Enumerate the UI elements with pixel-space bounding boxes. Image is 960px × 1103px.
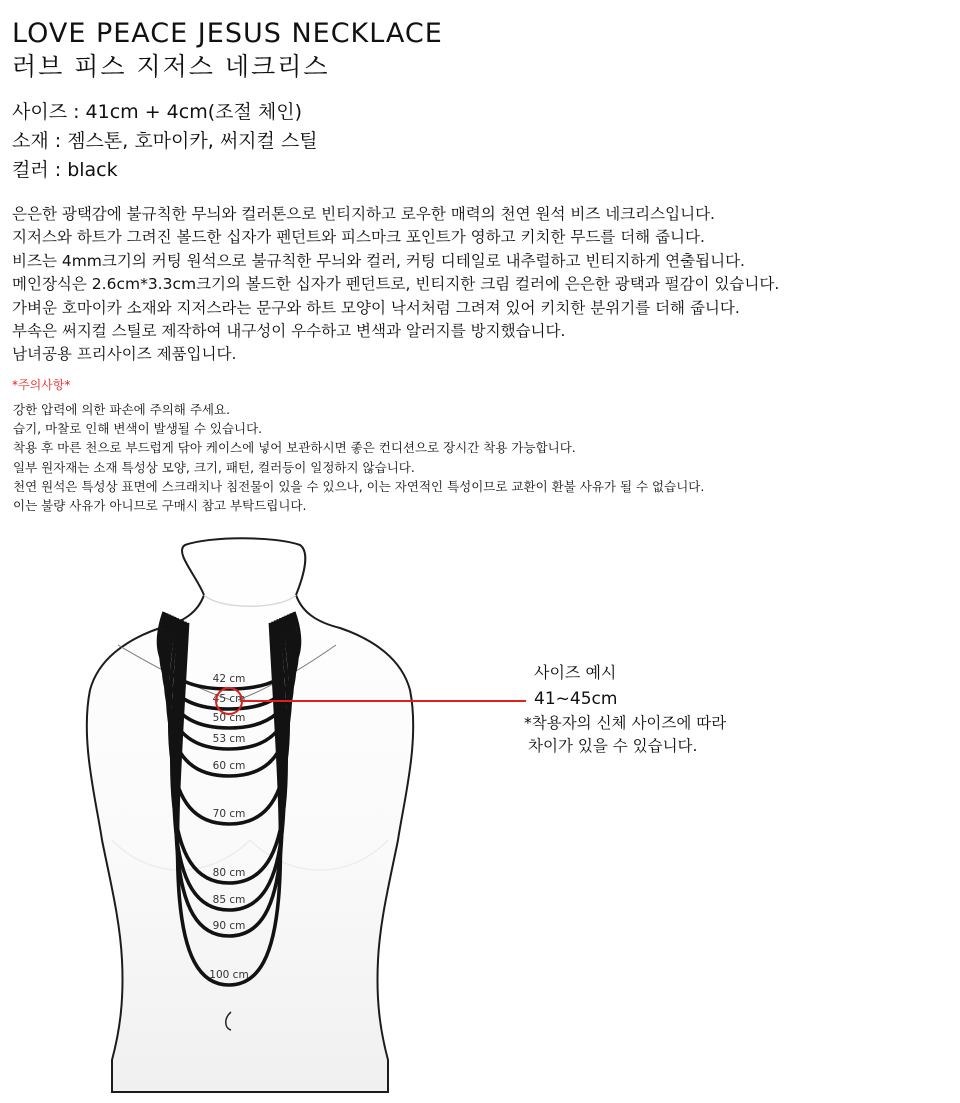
- description-line: 비즈는 4mm크기의 커팅 원석으로 불규칙한 무늬와 컬러, 커팅 디테일로 내추럴하고 빈티지하게 연출됩니다.: [12, 251, 745, 270]
- spec-material: 소재 : 젬스톤, 호마이카, 써지컬 스틸: [12, 130, 318, 152]
- product-title-ko: 러브 피스 지저스 네크리스: [12, 52, 330, 81]
- caution-list: [13, 400, 704, 515]
- size-example-range: 41~45cm: [534, 689, 618, 709]
- description-line: 지저스와 하트가 그려진 볼드한 십자가 펜던트와 피스마크 포인트가 영하고 키치한 무드를 더해 줍니다.: [12, 228, 705, 247]
- length-label: 45 cm: [212, 693, 246, 705]
- spec-color: 컬러 : black: [12, 159, 118, 181]
- size-note-line: 차이가 있을 수 있습니다.: [528, 737, 698, 755]
- caution-item: 일부 원자재는 소재 특성상 모양, 크기, 패턴, 컬러등이 일정하지 않습니다.: [13, 459, 415, 475]
- caution-item: 이는 불량 사유가 아니므로 구매시 참고 부탁드립니다.: [13, 498, 307, 514]
- product-title-en: LOVE PEACE JESUS NECKLACE: [12, 18, 443, 49]
- size-example-note: [524, 712, 726, 758]
- description-line: 남녀공용 프리사이즈 제품입니다.: [12, 345, 237, 364]
- size-guide-illustration: [0, 520, 960, 1103]
- caution-item: 강한 압력에 의한 파손에 주의해 주세요.: [13, 402, 231, 417]
- spec-list: [12, 98, 318, 185]
- size-example-label: 사이즈 예시: [534, 663, 617, 682]
- description-line: 은은한 광택감에 불규칙한 무늬와 컬러톤으로 빈티지하고 로우한 매력의 천연 원석 비즈 네크리스입니다.: [12, 205, 715, 223]
- spec-size: 사이즈 : 41cm + 4cm(조절 체인): [12, 101, 302, 123]
- caution-item: 습기, 마찰로 인해 변색이 발생될 수 있습니다.: [13, 421, 263, 437]
- length-label: 70 cm: [212, 808, 246, 820]
- length-label: 50 cm: [212, 712, 246, 724]
- length-label: 85 cm: [212, 894, 246, 906]
- length-label: 90 cm: [212, 920, 246, 932]
- description-line: 메인장식은 2.6cm*3.3cm크기의 볼드한 십자가 펜던트로, 빈티지한 크림 컬러에 은은한 광택과 펄감이 있습니다.: [12, 275, 780, 294]
- description-line: 부속은 써지컬 스틸로 제작하여 내구성이 우수하고 변색과 알러지를 방지했습니다.: [12, 322, 566, 341]
- length-label: 42 cm: [212, 673, 246, 685]
- caution-item: 착용 후 마른 천으로 부드럽게 닦아 케이스에 넣어 보관하시면 좋은 컨디션으로 장시간 착용 가능합니다.: [13, 440, 576, 456]
- length-label: 53 cm: [212, 733, 246, 745]
- length-label: 100 cm: [209, 969, 249, 981]
- length-label: 60 cm: [212, 760, 246, 772]
- mannequin-torso: [87, 538, 413, 1092]
- caution-item: 천연 원석은 특성상 표면에 스크래치나 침전물이 있을 수 있으나, 이는 자연적인 특성이므로 교환이 환불 사유가 될 수 없습니다.: [13, 478, 705, 494]
- product-description: [12, 203, 779, 367]
- caution-title: *주의사항*: [12, 378, 71, 392]
- description-line: 가벼운 호마이카 소재와 지저스라는 문구와 하트 모양이 낙서처럼 그려져 있어 키치한 분위기를 더해 줍니다.: [12, 298, 740, 317]
- length-label: 80 cm: [212, 867, 246, 879]
- size-note-line: *착용자의 신체 사이즈에 따라: [524, 714, 727, 732]
